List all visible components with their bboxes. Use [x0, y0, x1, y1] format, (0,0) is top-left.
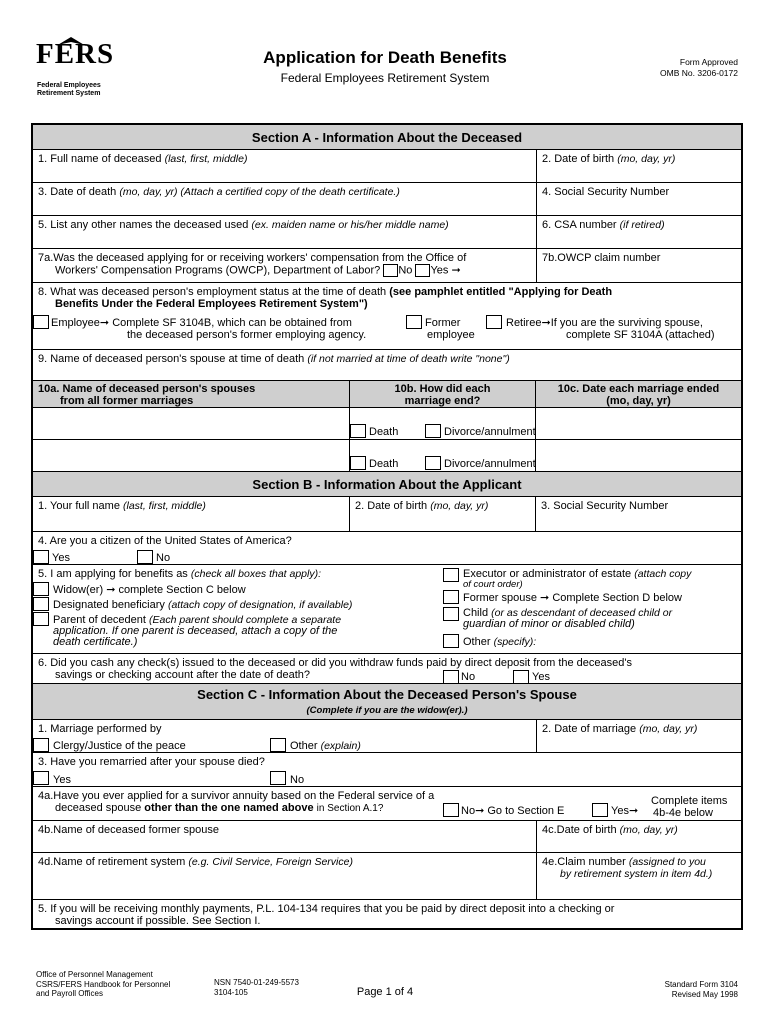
annuity-yes-label: Yes➞ [611, 805, 639, 817]
spouse-at-death-field[interactable]: 9. Name of deceased person's spouse at time of death (if not married at time of death write "none") [38, 353, 510, 365]
other-names-field[interactable]: 5. List any other names the deceased used (ex. maiden name or his/her middle name) [38, 219, 449, 231]
remarried-yes-checkbox[interactable] [33, 771, 49, 785]
q10a-header: 10a. Name of deceased person's spouses from all former marriages [38, 383, 256, 407]
retiree-instruction: complete SF 3104A (attached) [566, 329, 715, 341]
other-label: Other (specify): [463, 636, 537, 648]
row-c4d [33, 853, 741, 900]
application-form [31, 123, 743, 930]
csa-number-field[interactable]: 6. CSA number (if retired) [536, 216, 741, 248]
parent-label: Parent of decedent (Each parent should complete a separate [53, 614, 342, 626]
page-subtitle: Federal Employees Retirement System [280, 71, 490, 85]
child-hint: guardian of minor or disabled child) [463, 618, 635, 630]
divorce-checkbox[interactable] [425, 424, 441, 438]
survivor-annuity-question-2: deceased spouse other than the one named above in Section A.1? [55, 802, 384, 814]
employee-checkbox[interactable] [33, 315, 49, 329]
q10c-header: 10c. Date each marriage ended (mo, day, yr) [535, 381, 741, 407]
no-label: No [290, 774, 305, 786]
citizen-yes-checkbox[interactable] [33, 550, 49, 564]
footer-nsn: NSN 7540-01-249-5573 3104-105 [214, 978, 299, 997]
former-marriage-row [33, 408, 741, 440]
row-a1 [33, 150, 741, 183]
yes-label: Yes [53, 774, 71, 786]
no-label: No [461, 671, 476, 683]
row-c4b [33, 821, 741, 853]
cashed-yes-checkbox[interactable] [513, 670, 529, 684]
omb-approval: Form Approved OMB No. 3206-0172 [660, 57, 738, 78]
row-b5 [33, 565, 741, 654]
row-a8 [33, 283, 741, 350]
owcp-no-checkbox[interactable] [383, 264, 398, 277]
yes-label: Yes [532, 671, 550, 683]
marriage-date-field[interactable]: 2. Date of marriage (mo, day, yr) [536, 720, 741, 752]
row-a7 [33, 249, 741, 283]
section-a-header: Section A - Information About the Deceased [33, 125, 741, 150]
former-employee-label: employee [427, 329, 475, 341]
yes-label: Yes [52, 552, 70, 564]
page-title: Application for Death Benefits [263, 48, 507, 67]
death-checkbox[interactable] [350, 424, 366, 438]
employee-instruction: the deceased person's former employing agency. [127, 329, 367, 341]
direct-deposit-note: 5. If you will be receiving monthly payments, P.L. 104-134 requires that you be paid by direct deposit into a checking or [38, 903, 615, 915]
citizen-question: 4. Are you a citizen of the United States of America? [38, 535, 292, 547]
row-a3 [33, 183, 741, 216]
other-marriage-checkbox[interactable] [270, 738, 286, 752]
row-c1 [33, 720, 741, 753]
marriage-end-cell [349, 440, 535, 471]
former-marriage-row [33, 440, 741, 472]
applicant-ssn-field[interactable]: 3. Social Security Number [535, 497, 741, 531]
annuity-no-checkbox[interactable] [443, 803, 459, 817]
complete-items-label: Complete items [651, 795, 728, 807]
former-label: Former [425, 317, 461, 329]
complete-items-label-2: 4b-4e below [653, 807, 713, 819]
former-spouse-name-field[interactable] [33, 408, 349, 439]
q10b-header: 10b. How did each marriage end? [349, 381, 535, 407]
marriage-end-date-field[interactable] [535, 408, 741, 439]
owcp-question: 7a.Was the deceased applying for or receiving workers' compensation from the Office of Workers' Compensation Programs (OWCP), Department of Labor? No Yes ➞ [38, 252, 467, 277]
citizen-no-checkbox[interactable] [137, 550, 153, 564]
row-a5 [33, 216, 741, 249]
widow-label: Widow(er) ➞ complete Section C below [53, 584, 246, 596]
annuity-yes-checkbox[interactable] [592, 803, 608, 817]
owcp-yes-checkbox[interactable] [415, 264, 430, 277]
arrow-icon: ➞ [451, 264, 461, 277]
benefits-as-question: 5. I am applying for benefits as (check all boxes that apply): [38, 568, 322, 580]
clergy-label: Clergy/Justice of the peace [53, 740, 186, 752]
logo-text: FERS [36, 38, 115, 70]
clergy-checkbox[interactable] [33, 738, 49, 752]
row-c4a [33, 787, 741, 821]
remarried-no-checkbox[interactable] [270, 771, 286, 785]
former-spouse-name-field[interactable]: 4b.Name of deceased former spouse [38, 824, 219, 836]
check-cashed-question-2: savings or checking account after the date of death? [55, 669, 310, 681]
parent-hint: application. If one parent is deceased, attach a copy of the [53, 625, 338, 637]
other-marriage-label: Other (explain) [290, 740, 361, 752]
direct-deposit-note-2: savings account if possible. See Section I. [55, 915, 261, 927]
annuity-no-label: No➞ Go to Section E [461, 805, 565, 817]
footer-agency: Office of Personnel Management CSRS/FERS Handbook for Personnel and Payroll Offices [36, 970, 171, 998]
row-c3 [33, 753, 741, 787]
child-checkbox[interactable] [443, 607, 459, 621]
deceased-ssn-field[interactable]: 4. Social Security Number [536, 183, 741, 215]
death-checkbox[interactable] [350, 456, 366, 470]
applicant-dob-field[interactable]: 2. Date of birth (mo, day, yr) [349, 497, 535, 531]
parent-checkbox[interactable] [33, 612, 49, 626]
deceased-dob-field[interactable]: 2. Date of birth (mo, day, yr) [536, 150, 741, 182]
retiree-checkbox[interactable] [486, 315, 502, 329]
marriage-end-cell [349, 408, 535, 439]
row-b4 [33, 532, 741, 565]
designated-beneficiary-checkbox[interactable] [33, 597, 49, 611]
employment-status-note: Benefits Under the Federal Employees Retirement System") [55, 298, 368, 310]
employee-label: Employee➞ Complete SF 3104B, which can be obtained from [51, 317, 352, 329]
row-a10-header [33, 381, 741, 408]
executor-label: Executor or administrator of estate (attach copy [463, 568, 692, 580]
former-spouse-name-field[interactable] [33, 440, 349, 471]
owcp-claim-field[interactable]: 7b.OWCP claim number [536, 249, 741, 282]
applicant-name-field[interactable]: 1. Your full name (last, first, middle) [38, 500, 206, 512]
page-number: Page 1 of 4 [356, 986, 414, 998]
section-c-header: Section C - Information About the Deceased Person's Spouse (Complete if you are the widow(er).) [33, 684, 741, 720]
footer-form-id: Standard Form 3104 Revised May 1998 [664, 980, 738, 999]
divorce-label: Divorce/annulment [444, 458, 536, 470]
marriage-performed-cell [33, 720, 536, 752]
former-employee-checkbox[interactable] [406, 315, 422, 329]
retiree-label: Retiree➞If you are the surviving spouse, [506, 317, 703, 329]
deceased-name-field[interactable]: 1. Full name of deceased (last, first, middle) [38, 153, 248, 165]
child-label: Child (or as descendant of deceased child or [463, 607, 673, 619]
designated-label: Designated beneficiary (attach copy of designation, if available) [53, 599, 353, 611]
other-checkbox[interactable] [443, 634, 459, 648]
marriage-performed-question: 1. Marriage performed by [38, 723, 162, 735]
widow-checkbox[interactable] [33, 582, 49, 596]
executor-hint: of court order) [463, 579, 523, 590]
employment-status-question: 8. What was deceased person's employment status at the time of death (see pamphlet entitled "Applying for Death [38, 286, 613, 298]
divorce-checkbox[interactable] [425, 456, 441, 470]
no-label: No [156, 552, 171, 564]
former-spouse-checkbox[interactable] [443, 590, 459, 604]
date-of-death-field[interactable]: 3. Date of death (mo, day, yr) (Attach a certified copy of the death certificate.) [38, 186, 400, 198]
claim-number-field[interactable]: 4e.Claim number (assigned to you by retirement system in item 4d.) [536, 853, 741, 899]
row-b6 [33, 654, 741, 684]
divorce-label: Divorce/annulment [444, 426, 536, 438]
parent-hint: death certificate.) [53, 636, 138, 648]
survivor-annuity-question: 4a.Have you ever applied for a survivor annuity based on the Federal service of a [38, 790, 435, 802]
former-spouse-label: Former spouse ➞ Complete Section D below [463, 592, 682, 604]
death-label: Death [369, 458, 399, 470]
check-cashed-question: 6. Did you cash any check(s) issued to the deceased or did you withdraw funds paid by direct deposit from the deceased's [38, 657, 632, 669]
cashed-no-checkbox[interactable] [443, 670, 459, 684]
row-c5 [33, 900, 741, 930]
executor-checkbox[interactable] [443, 568, 459, 582]
former-spouse-dob-field[interactable]: 4c.Date of birth (mo, day, yr) [536, 821, 741, 852]
marriage-end-date-field[interactable] [535, 440, 741, 471]
retirement-system-field[interactable]: 4d.Name of retirement system (e.g. Civil Service, Foreign Service) [38, 856, 353, 868]
row-b1 [33, 497, 741, 532]
section-b-header: Section B - Information About the Applicant [33, 472, 741, 497]
remarried-question: 3. Have you remarried after your spouse died? [38, 756, 265, 768]
death-label: Death [369, 426, 399, 438]
logo-subtitle: Federal Employees Retirement System [37, 82, 101, 97]
row-a9 [33, 350, 741, 381]
